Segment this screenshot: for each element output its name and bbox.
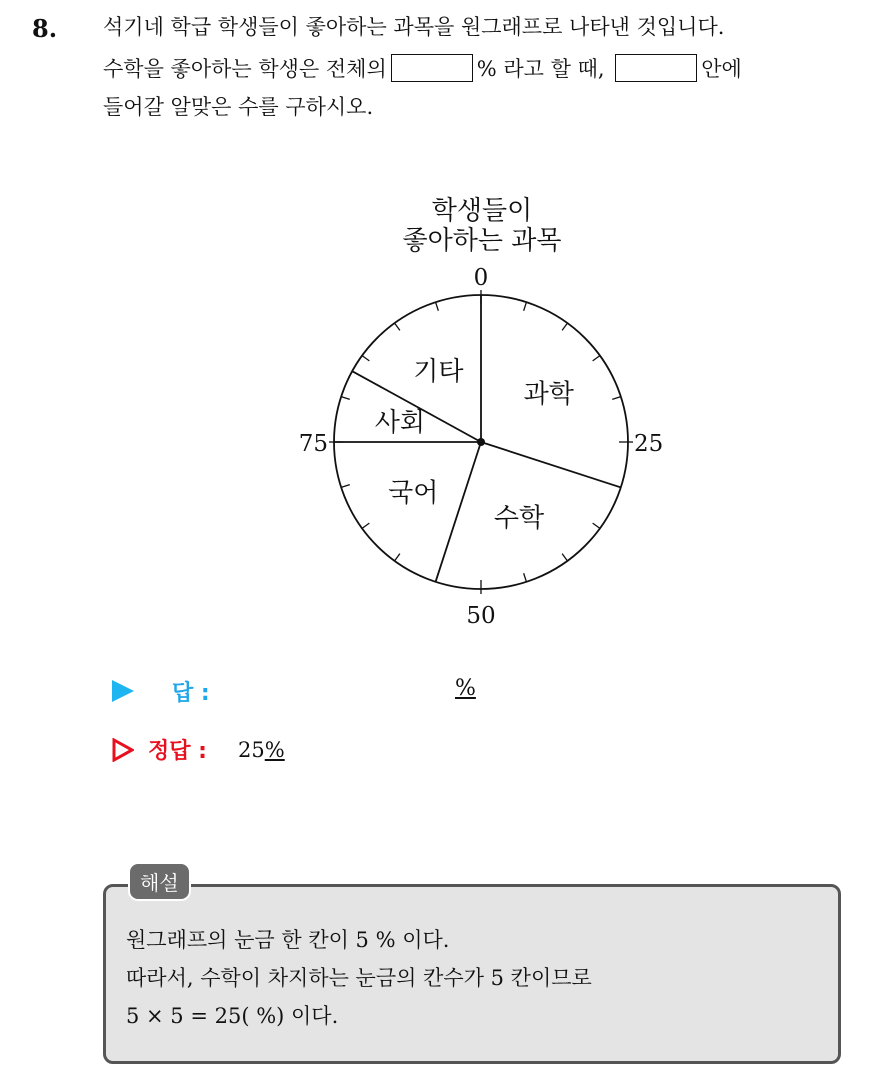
correct-arrow-icon: [112, 738, 134, 762]
chart-title-line-1: 학생들이: [431, 196, 533, 226]
answer-blank-2[interactable]: [615, 54, 697, 82]
question-line-2: [103, 54, 742, 84]
slice-label: 기타: [413, 356, 464, 387]
explanation-line-1: 원그래프의 눈금 한 칸이 5 % 이다.: [126, 928, 450, 952]
correct-unit: %: [264, 738, 285, 762]
slice-label: 사회: [374, 408, 425, 439]
slice-label: 국어: [388, 478, 439, 509]
scale-label: 75: [298, 431, 328, 457]
slice-label: 과학: [523, 379, 574, 410]
chart-title-line-2: 좋아하는 과목: [402, 226, 562, 256]
scale-label: 50: [466, 603, 496, 628]
answer-arrow-icon: [112, 680, 134, 702]
explanation-line-3: 5 × 5 = 25( %) 이다.: [126, 1004, 339, 1028]
explanation-tag: 해설: [128, 862, 191, 901]
explanation-line-2: 따라서, 수학이 차지하는 눈금의 칸수가 5 칸이므로: [126, 966, 592, 990]
answer-blank-1[interactable]: [391, 54, 473, 82]
answer-unit: %: [455, 676, 476, 701]
correct-number: 25: [238, 738, 265, 762]
question-text-part-c: 안에: [701, 57, 742, 81]
scale-label: 0: [473, 265, 489, 291]
pie-chart: [280, 188, 664, 628]
question-text-part-a: 수학을 좋아하는 학생은 전체의: [103, 57, 387, 81]
question-line-1: 석기네 학급 학생들이 좋아하는 과목을 원그래프로 나타낸 것입니다.: [103, 15, 725, 39]
slice-label: 수학: [493, 503, 545, 534]
answer-label: 답 :: [172, 681, 210, 706]
question-number: 8.: [32, 14, 58, 43]
question-text-part-b: % 라고 할 때,: [476, 57, 605, 81]
question-line-3: 들어갈 알맞은 수를 구하시오.: [103, 95, 374, 119]
pie-center-dot: [477, 438, 485, 446]
correct-value: [238, 738, 285, 762]
scale-label: 25: [634, 431, 664, 457]
pie-chart-svg: [280, 188, 684, 628]
correct-label: 정답 :: [148, 739, 207, 764]
